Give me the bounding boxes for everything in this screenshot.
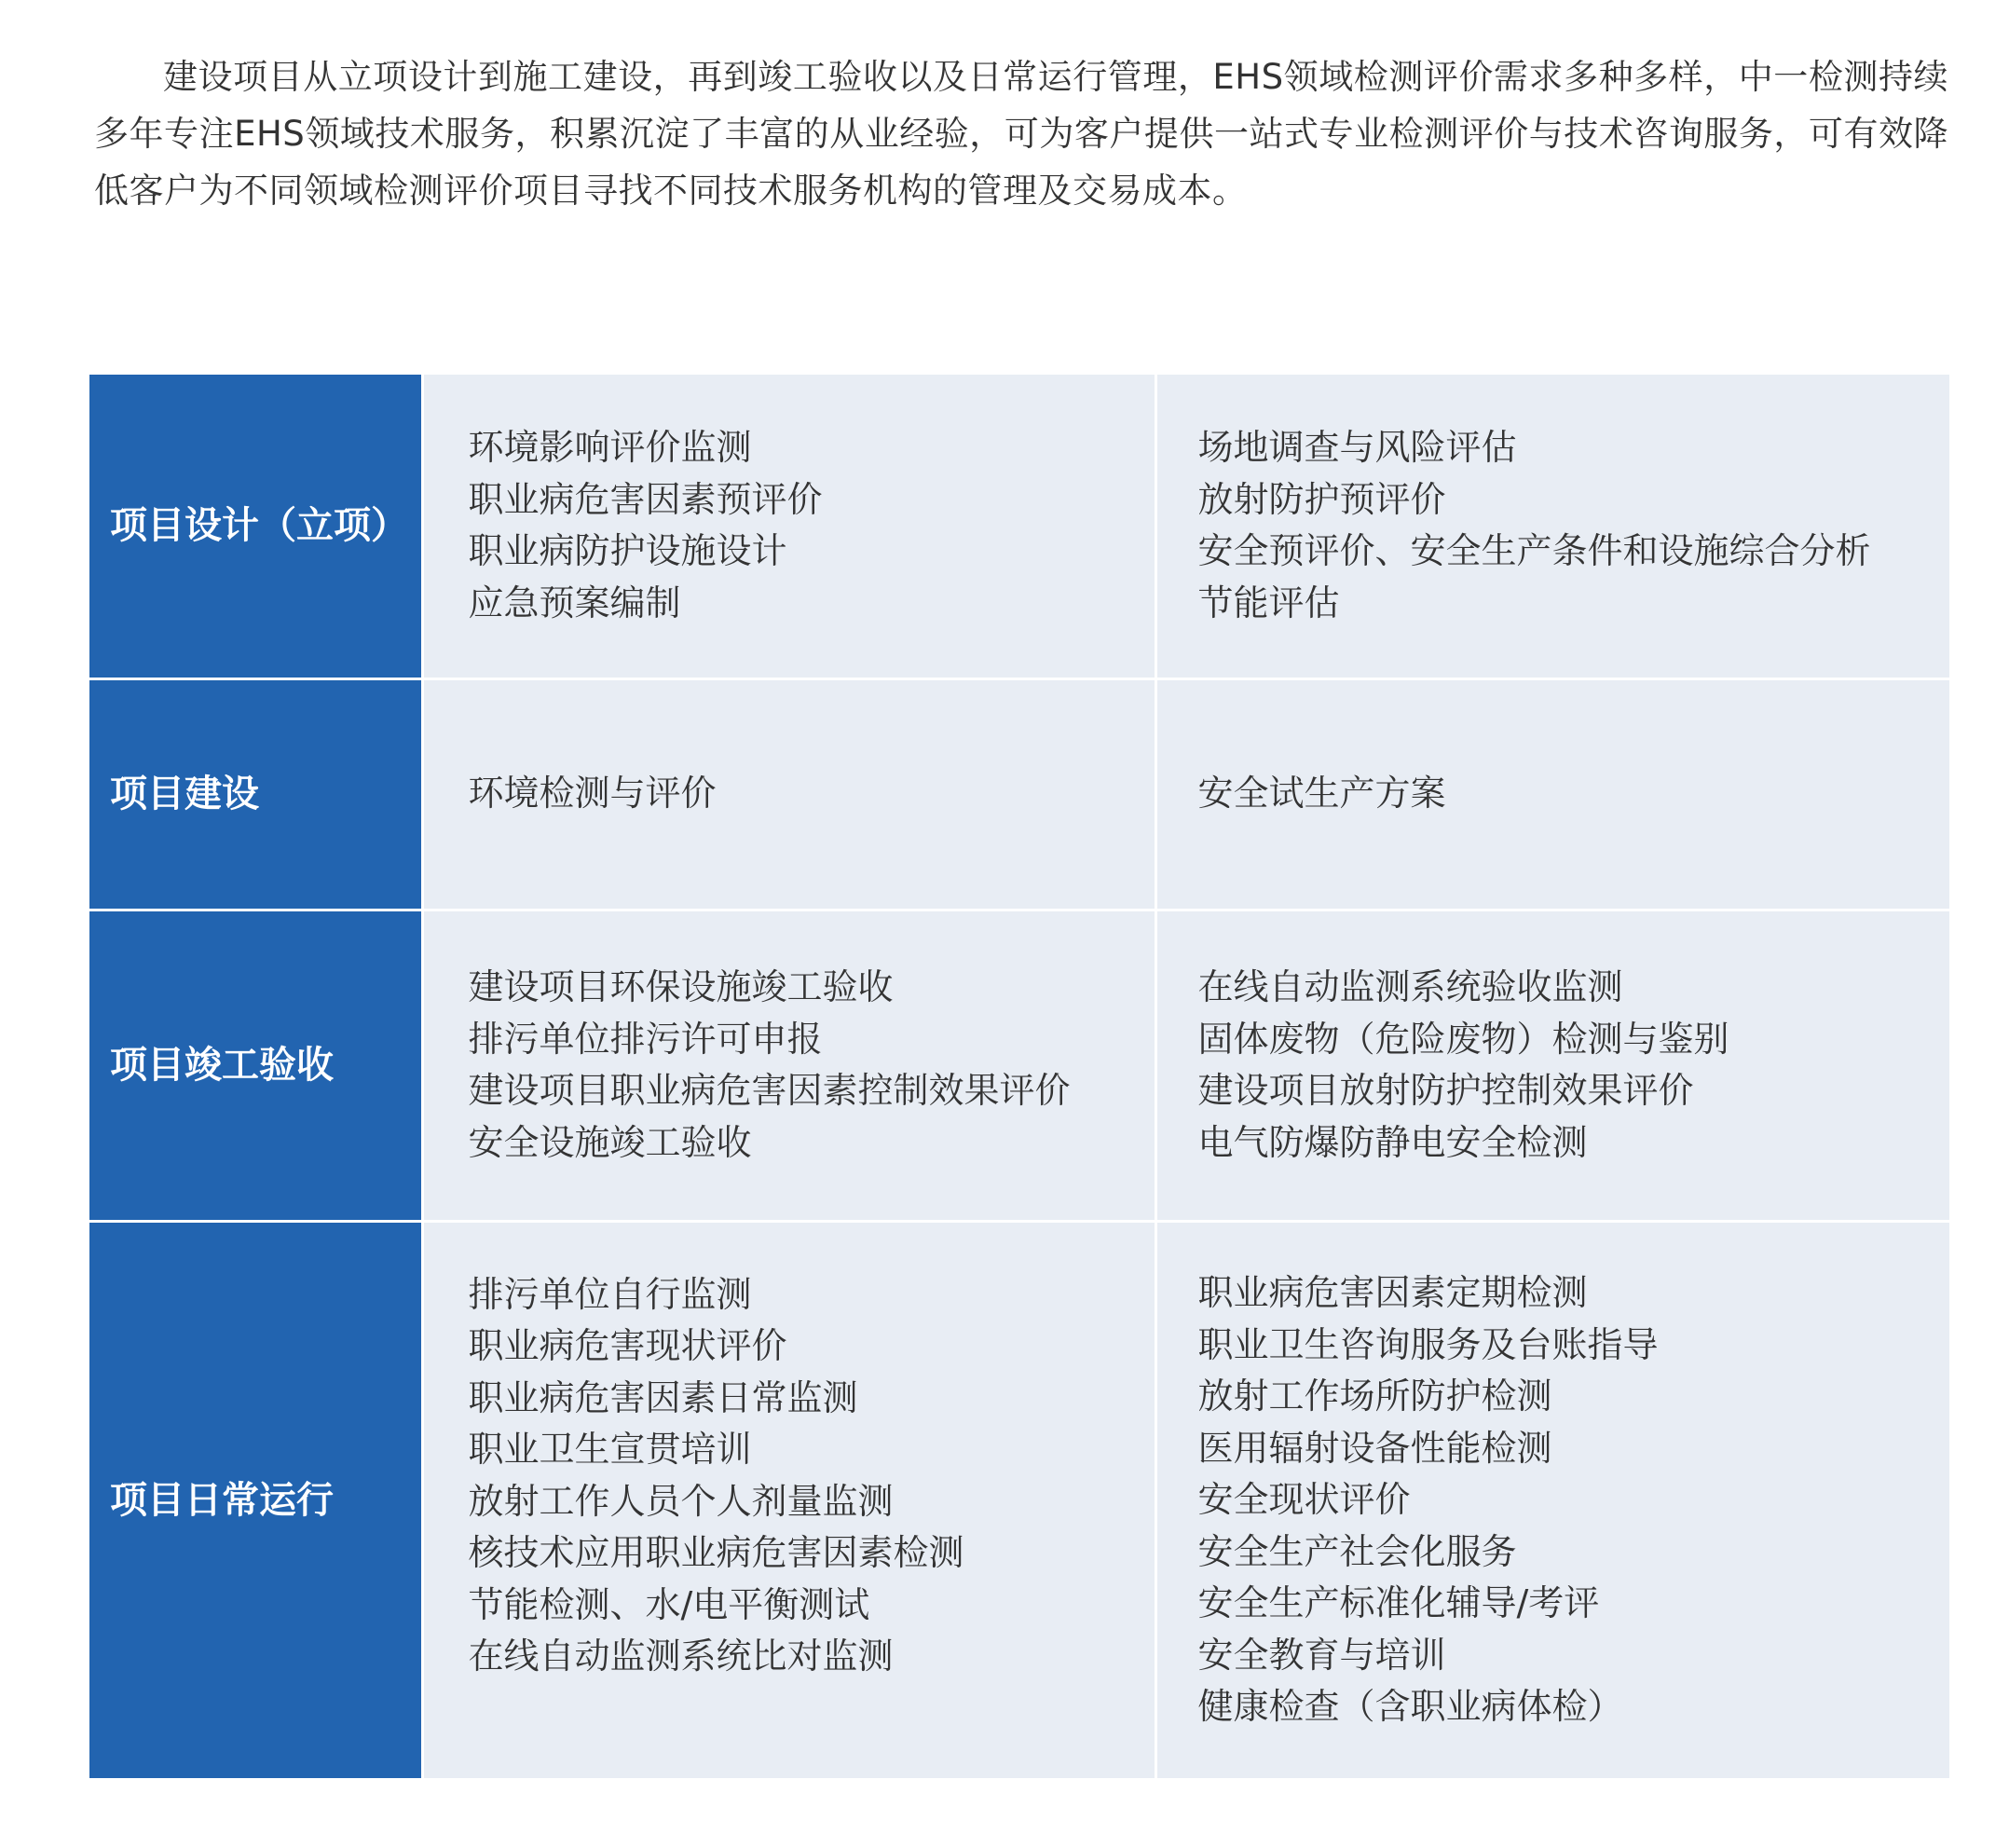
service-item: 环境影响评价监测 — [468, 427, 752, 469]
service-list — [424, 962, 1155, 1169]
service-item: 健康检查（含职业病体检） — [1197, 1686, 1623, 1727]
table-row-construction — [89, 678, 1949, 910]
service-list — [1157, 422, 1950, 629]
service-item: 放射工作场所防护检测 — [1197, 1376, 1552, 1417]
phase-cell — [89, 375, 422, 678]
service-item: 排污单位自行监测 — [468, 1273, 752, 1315]
services-cell-right — [1155, 1221, 1949, 1778]
services-cell-right — [1155, 375, 1949, 678]
service-item: 职业病危害现状评价 — [468, 1325, 787, 1367]
service-list — [424, 768, 1155, 820]
service-item: 安全现状评价 — [1197, 1479, 1411, 1520]
service-item: 职业病防护设施设计 — [468, 530, 787, 572]
service-list — [1157, 962, 1950, 1169]
phase-label-construction: 项目建设 — [110, 773, 259, 815]
services-cell-left — [422, 375, 1155, 678]
service-item: 放射防护预评价 — [1197, 478, 1446, 520]
phase-label-operation: 项目日常运行 — [110, 1478, 334, 1522]
phase-cell — [89, 1221, 422, 1778]
service-item: 安全设施竣工验收 — [468, 1121, 752, 1163]
service-item: 在线自动监测系统验收监测 — [1197, 966, 1623, 1007]
service-item: 核技术应用职业病危害因素检测 — [468, 1532, 964, 1574]
service-item: 职业病危害因素日常监测 — [468, 1376, 858, 1418]
service-item: 职业卫生咨询服务及台账指导 — [1197, 1323, 1659, 1365]
service-item: 放射工作人员个人剂量监测 — [468, 1480, 894, 1522]
service-item: 安全试生产方案 — [1197, 773, 1446, 814]
service-item: 职业病危害因素定期检测 — [1197, 1272, 1588, 1313]
phase-label-design: 项目设计（立项） — [110, 504, 408, 548]
table-row-acceptance — [89, 910, 1949, 1221]
service-item: 场地调查与风险评估 — [1197, 427, 1517, 469]
phase-label-acceptance: 项目竣工验收 — [110, 1044, 334, 1087]
services-cell-right — [1155, 910, 1949, 1221]
service-item: 职业病危害因素预评价 — [468, 478, 823, 520]
table-row-design — [89, 375, 1949, 678]
service-item: 节能评估 — [1197, 582, 1340, 623]
service-item: 职业卫生宣贯培训 — [468, 1429, 752, 1471]
service-item: 应急预案编制 — [468, 582, 681, 623]
service-item: 安全生产社会化服务 — [1197, 1530, 1517, 1572]
service-item: 在线自动监测系统比对监测 — [468, 1636, 894, 1677]
service-item: 建设项目环保设施竣工验收 — [468, 966, 894, 1007]
phase-cell — [89, 910, 422, 1221]
service-item: 医用辐射设备性能检测 — [1197, 1427, 1552, 1469]
service-item: 电气防爆防静电安全检测 — [1197, 1121, 1588, 1163]
table-row-operation — [89, 1221, 1949, 1778]
services-cell-right — [1155, 678, 1949, 910]
service-item: 安全预评价、安全生产条件和设施综合分析 — [1197, 530, 1871, 572]
service-list — [424, 1269, 1155, 1683]
service-item: 安全生产标准化辅导/考评 — [1197, 1582, 1600, 1623]
service-matrix-table — [89, 375, 1949, 1778]
intro-paragraph — [94, 48, 1948, 219]
service-item: 安全教育与培训 — [1197, 1634, 1446, 1676]
service-item: 排污单位排污许可申报 — [468, 1018, 823, 1060]
service-list — [1157, 768, 1950, 820]
phase-cell — [89, 678, 422, 910]
services-cell-left — [422, 1221, 1155, 1778]
service-item: 建设项目职业病危害因素控制效果评价 — [468, 1070, 1071, 1111]
services-cell-left — [422, 910, 1155, 1221]
service-list — [424, 422, 1155, 629]
service-item: 固体废物（危险废物）检测与鉴别 — [1197, 1018, 1729, 1060]
service-item: 节能检测、水/电平衡测试 — [468, 1583, 870, 1625]
intro-text: 建设项目从立项设计到施工建设，再到竣工验收以及日常运行管理，EHS领域检测评价需求多种多样，中一检测持续多年专注EHS领域技术服务，积累沉淀了丰富的从业经验，可为客户提供一站式专业检测评价与技术咨询服务，可有效降低客户为不同领域检测评价项目寻找不同技术服务机构的管理及交易成本。 — [94, 57, 1948, 211]
service-item: 环境检测与评价 — [468, 773, 717, 814]
service-list — [1157, 1267, 1950, 1733]
services-cell-left — [422, 678, 1155, 910]
service-item: 建设项目放射防护控制效果评价 — [1197, 1070, 1694, 1111]
